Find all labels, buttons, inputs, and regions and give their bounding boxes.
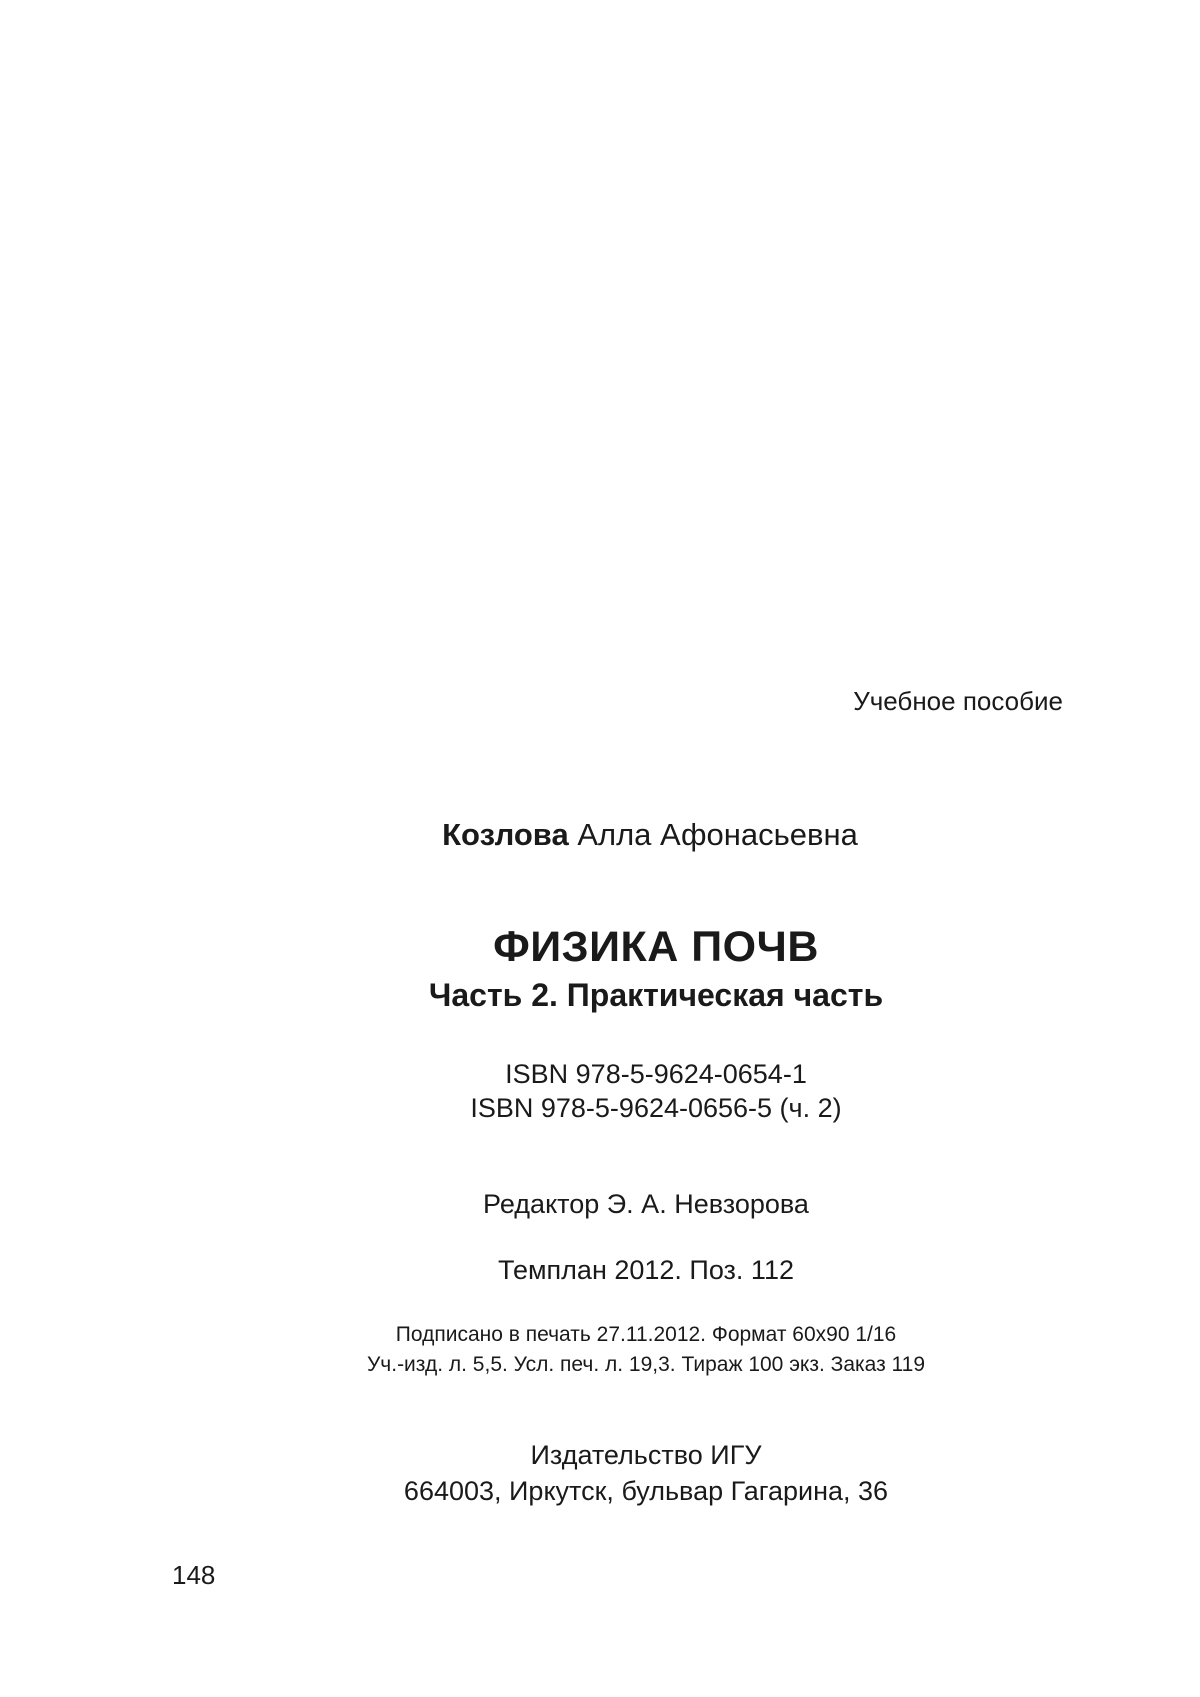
author-surname: Козлова <box>442 817 569 852</box>
author-given-names: Алла Афонасьевна <box>577 817 858 852</box>
publisher-address: 664003, Иркутск, бульвар Гагарина, 36 <box>403 1476 889 1506</box>
print-signed-line: Подписано в печать 27.11.2012. Формат 60х90 1/16 <box>395 1323 897 1346</box>
editor-line: Редактор Э. А. Невзорова <box>483 1189 809 1219</box>
page-number: 148 <box>172 1560 216 1590</box>
templan-line: Темплан 2012. Поз. 112 <box>498 1255 794 1285</box>
isbn-general: ISBN 978-5-9624-0654-1 <box>505 1059 807 1089</box>
author-line <box>50 818 1200 852</box>
document-type: Учебное пособие <box>853 686 1063 716</box>
book-subtitle: Часть 2. Практическая часть <box>428 977 884 1013</box>
publisher-name: Издательство ИГУ <box>530 1440 762 1470</box>
isbn-part: ISBN 978-5-9624-0656-5 (ч. 2) <box>470 1093 842 1123</box>
book-title: ФИЗИКА ПОЧВ <box>493 923 819 971</box>
print-details-line: Уч.-изд. л. 5,5. Усл. печ. л. 19,3. Тираж 100 экз. Заказ 119 <box>366 1353 926 1376</box>
